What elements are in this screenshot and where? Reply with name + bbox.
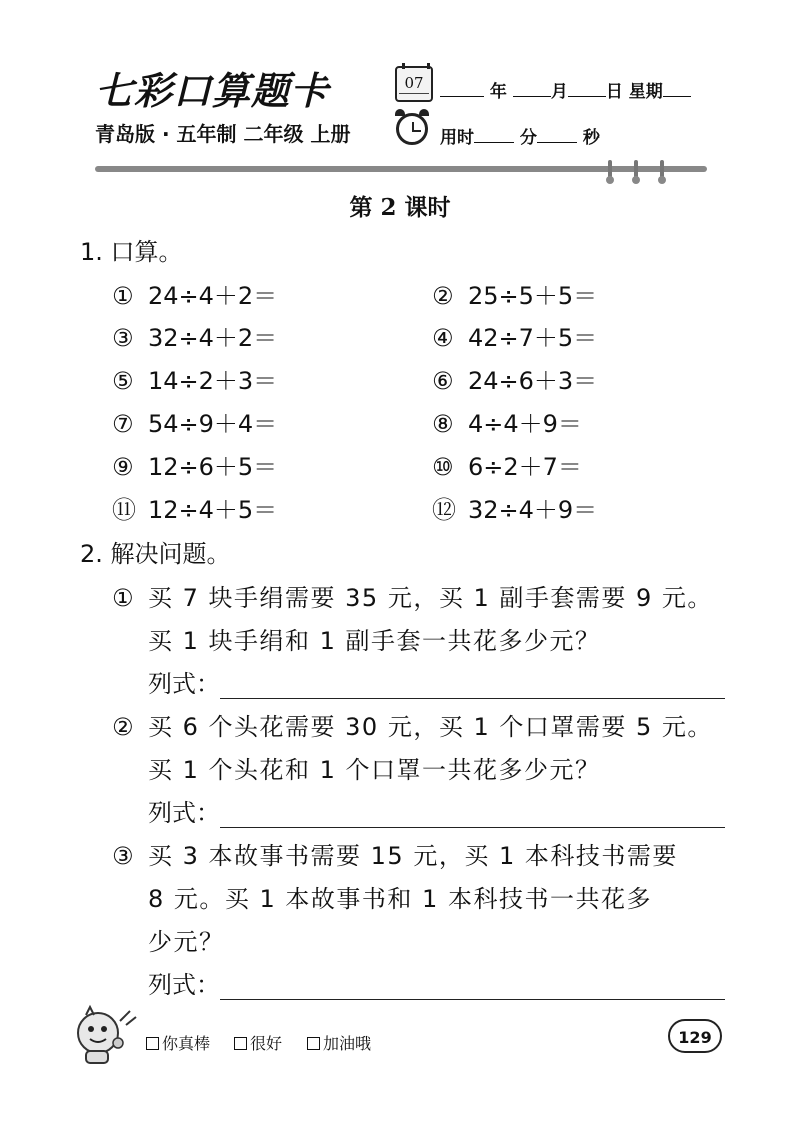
answer-line[interactable] xyxy=(220,827,725,828)
edition-label: 青岛版 · 五年制 二年级 上册 xyxy=(95,122,351,146)
calc-item: ① 24÷4＋2＝ xyxy=(112,282,278,310)
calc-item: ⑥ 24÷6＋3＝ xyxy=(432,367,598,395)
calc-item: ⑩ 6÷2＋7＝ xyxy=(432,453,582,481)
calc-item: ⑫ 32÷4＋9＝ xyxy=(432,496,598,524)
problem-1-line-1: ① 买 7 块手绢需要 35 元，买 1 副手套需要 9 元。 xyxy=(112,584,713,612)
binder-dot xyxy=(632,176,640,184)
problem-3-line-2: 8 元。买 1 本故事书和 1 本科技书一共花多 xyxy=(148,885,652,913)
lesson-title: 第 2 课时 xyxy=(349,194,451,221)
month-label: 月 xyxy=(550,82,568,102)
calendar-icon xyxy=(395,66,433,102)
page-number: 129 xyxy=(668,1019,722,1053)
calc-item: ③ 32÷4＋2＝ xyxy=(112,324,278,352)
checkbox[interactable] xyxy=(146,1037,159,1050)
answer-line[interactable] xyxy=(220,999,725,1000)
checkbox[interactable] xyxy=(307,1037,320,1050)
clock-icon xyxy=(396,113,428,145)
calc-item: ② 25÷5＋5＝ xyxy=(432,282,598,310)
section2-title: 2. 解决问题。 xyxy=(80,540,231,568)
problem-3-line-1: ③ 买 3 本故事书需要 15 元，买 1 本科技书需要 xyxy=(112,842,678,870)
time-used-label: 用时 xyxy=(440,128,474,148)
rating-good[interactable]: 很好 xyxy=(234,1033,282,1055)
section1-title: 1. 口算。 xyxy=(80,238,183,266)
calc-item: ⑦ 54÷9＋4＝ xyxy=(112,410,278,438)
minute-label: 分 xyxy=(519,128,537,148)
formula-label: 列式： xyxy=(148,799,220,827)
year-label: 年 xyxy=(489,82,507,102)
formula-label: 列式： xyxy=(148,670,220,698)
calc-item: ⑤ 14÷2＋3＝ xyxy=(112,367,278,395)
problem-3-line-3: 少元？ xyxy=(148,928,225,956)
header-divider xyxy=(95,166,707,172)
day-label: 日 xyxy=(605,82,623,102)
year-blank[interactable] xyxy=(440,78,484,97)
weekday-blank[interactable] xyxy=(663,78,691,97)
formula-label: 列式： xyxy=(148,971,220,999)
checkbox[interactable] xyxy=(234,1037,247,1050)
binder-dot xyxy=(606,176,614,184)
time-fields xyxy=(440,124,600,150)
date-fields xyxy=(440,78,691,104)
second-label: 秒 xyxy=(582,128,600,148)
calendar-number: 07 xyxy=(404,74,424,92)
answer-line[interactable] xyxy=(220,698,725,699)
problem-2-line-1: ② 买 6 个头花需要 30 元，买 1 个口罩需要 5 元。 xyxy=(112,713,713,741)
month-blank[interactable] xyxy=(513,78,551,97)
calc-item: ④ 42÷7＋5＝ xyxy=(432,324,598,352)
minute-blank[interactable] xyxy=(474,124,514,143)
weekday-label: 星期 xyxy=(628,82,663,102)
rating-keep-going[interactable]: 加油哦 xyxy=(307,1033,371,1055)
calc-item: ⑧ 4÷4＋9＝ xyxy=(432,410,582,438)
mascot-icon xyxy=(68,1003,140,1067)
day-blank[interactable] xyxy=(568,78,606,97)
second-blank[interactable] xyxy=(537,124,577,143)
problem-2-line-2: 买 1 个头花和 1 个口罩一共花多少元？ xyxy=(148,756,601,784)
calc-item: ⑪ 12÷4＋5＝ xyxy=(112,496,278,524)
brand-title: 七彩口算题卡 xyxy=(95,69,330,113)
rating-excellent[interactable]: 你真棒 xyxy=(146,1033,210,1055)
problem-1-line-2: 买 1 块手绢和 1 副手套一共花多少元？ xyxy=(148,627,601,655)
calc-item: ⑨ 12÷6＋5＝ xyxy=(112,453,278,481)
binder-dot xyxy=(658,176,666,184)
